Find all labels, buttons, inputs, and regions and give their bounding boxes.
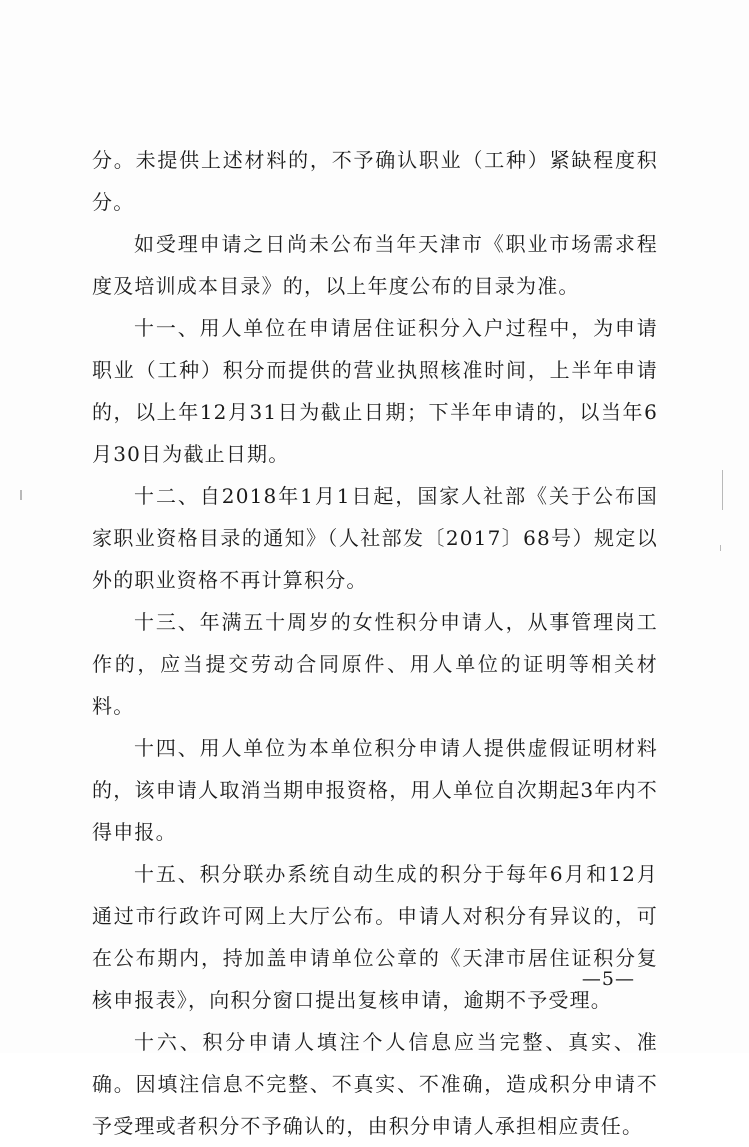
- paragraph-article-16: 十六、积分申请人填注个人信息应当完整、真实、准确。因填注信息不完整、不真实、不准确，造成积分申请不予受理或者积分不予确认的，由积分申请人承担相应责任。: [92, 1030, 658, 1138]
- paragraph-article-11: 十一、用人单位在申请居住证积分入户过程中，为申请职业（工种）积分而提供的营业执照核准时间，上半年申请的，以上年12月31日为截止日期；下半年申请的，以当年6月30日为截止日期。: [92, 316, 658, 466]
- page-number: —5—: [581, 968, 635, 990]
- paragraph-catalog-note: 如受理申请之日尚未公布当年天津市《职业市场需求程度及培训成本目录》的，以上年度公布的目录为准。: [92, 232, 658, 298]
- paragraph-article-13: 十三、年满五十周岁的女性积分申请人，从事管理岗工作的，应当提交劳动合同原件、用人单位的证明等相关材料。: [92, 610, 658, 718]
- scan-artifact-mark: [20, 490, 22, 500]
- paragraph-continuation: 分。未提供上述材料的，不予确认职业（工种）紧缺程度积分。: [92, 148, 658, 214]
- paragraph-article-12: 十二、自2018年1月1日起，国家人社部《关于公布国家职业资格目录的通知》（人社部发〔2017〕68号）规定以外的职业资格不再计算积分。: [92, 484, 658, 592]
- paragraph-article-15: 十五、积分联办系统自动生成的积分于每年6月和12月通过市行政许可网上大厅公布。申请人对积分有异议的，可在公布期内，持加盖申请单位公章的《天津市居住证积分复核申报表》，向积分窗口提出复核申请，逾期不予受理。: [92, 862, 658, 1012]
- paragraph-article-14: 十四、用人单位为本单位积分申请人提供虚假证明材料的，该申请人取消当期申报资格，用人单位自次期起3年内不得申报。: [92, 736, 658, 844]
- scan-artifact-mark: [720, 545, 721, 551]
- document-body: [92, 139, 658, 1147]
- scan-artifact-mark: [722, 470, 723, 510]
